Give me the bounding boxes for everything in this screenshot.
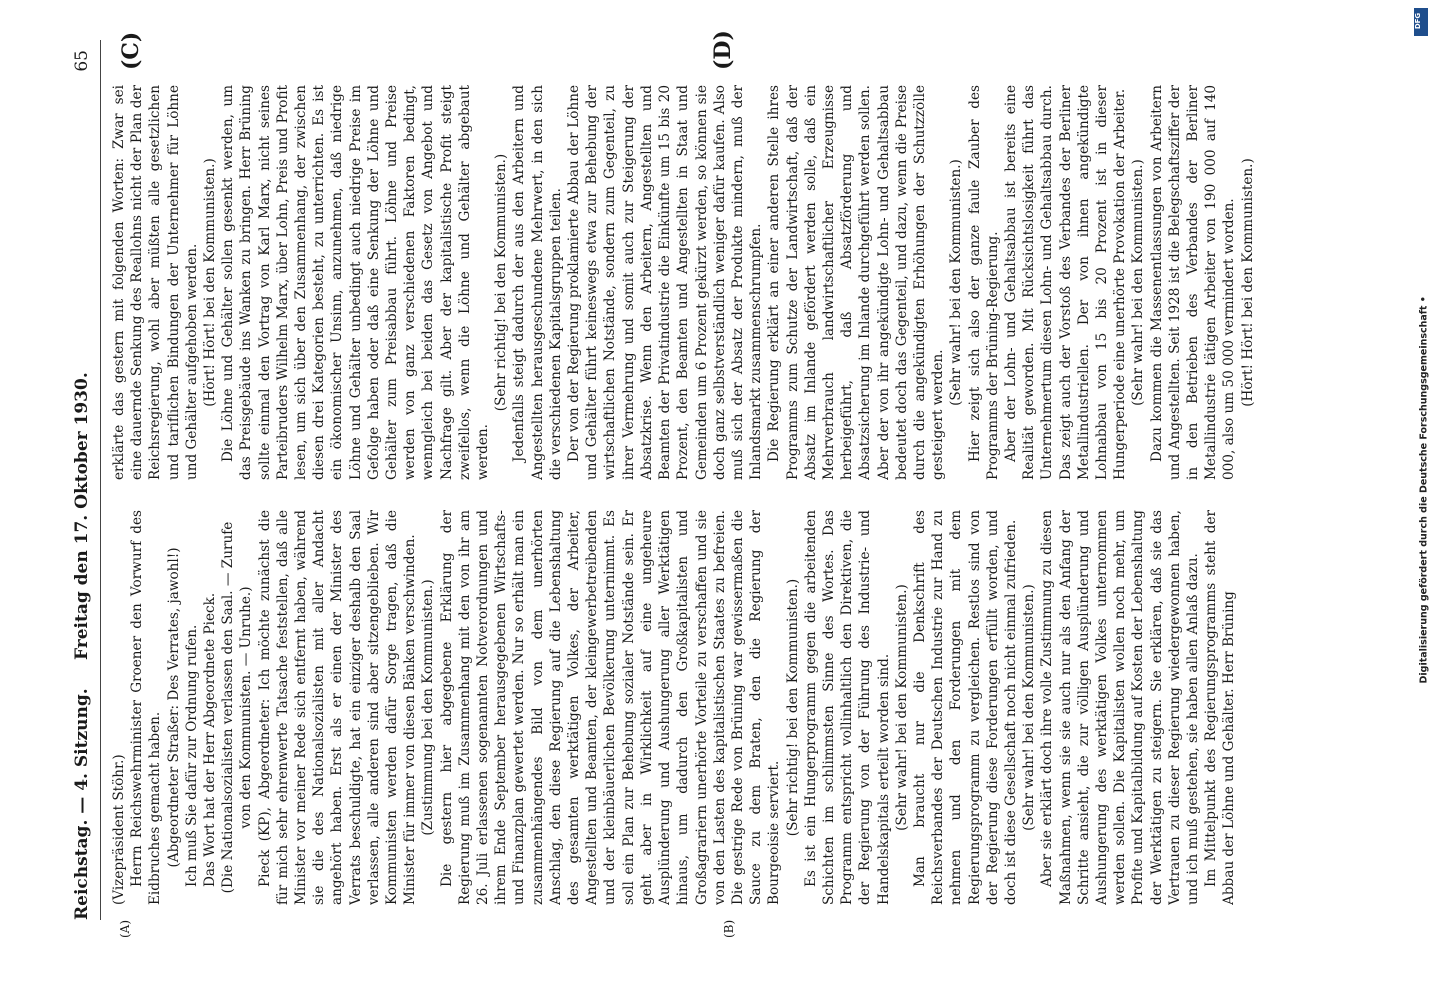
speech-paragraph: Im Mittelpunkt des Regierungsprogramms steht der Abbau der Löhne und Gehälter. Herr Brüning (1203, 510, 1238, 905)
speech-paragraph: Die gestern hier abgegebene Erklärung der Regierung muß im Zusammenhang mit den von ihr am 26. Juli erlassenen sogenannten Notverordnungen und ihrem Ende September herausgegebenen Wirtschafts- und Finanzplan gewertet werden. Nur so erhält man ein zusammenhängendes Bild von dem unerhörten Anschlag, den diese Regierung auf die Lebenshaltung des gesamten werktätigen Volkes, der Arbeiter, Angestellten und Beamten, der kleingewerbetreibenden und der kleinbäuerlichen Bevölkerung unternimmt. Es soll ein Plan zur Behebung sozialer Notstände sein. Er geht aber in Wirklichkeit auf eine ungeheure Ausplünderung und Aushungerung aller Werktätigen hinaus, um dadurch den Großkapitalisten und Großagrariern unerhörte Vorteile zu verschaffen und sie von den Lasten des kapitalistischen Staates zu befreien. Die gestrige Rede von Brüning war gewissermaßen die Sauce zu dem Braten, den die Regierung der Bourgeoisie serviert. (438, 510, 783, 905)
margin-mark-a: (A) (118, 919, 132, 938)
interjection: (Sehr wahr! bei den Kommunisten.) (1130, 159, 1147, 406)
page-number: 65 (72, 50, 92, 72)
speech-paragraph: Die Regierung erklärt an einer anderen Stelle ihres Programms zum Schutze der Landwirtschaft, daß der Absatz im Inlande gefördert werden solle, daß ein Mehrverbrauch landwirtschaftlicher Erzeugnisse herbeigeführt, daß Absatzförderung und Absatzsicherung im Inlande durchgeführt werden sollen. Aber der von ihr angekündigte Lohn- und Gehaltsabbau bedeutet doch das Gegenteil, und dazu, wenn die Preise durch die angekündigten Erhöhungen der Schutzzölle gesteigert werden. (766, 85, 947, 480)
header-left: Reichstag. — 4. Sitzung. (72, 688, 92, 920)
margin-mark-d: (D) (710, 30, 736, 70)
interjection: (Hört! Hört! bei den Kommunisten.) (1239, 158, 1256, 407)
page-header (72, 40, 102, 960)
speech-paragraph: Hier zeigt sich also der ganze faule Zauber des Programms der Brüning-Regierung. (966, 85, 1001, 480)
left-column (110, 510, 1390, 905)
interjection: (Hört! Hört! bei den Kommunisten.) (202, 158, 219, 407)
margin-mark-c: (C) (118, 31, 144, 70)
speech-paragraph: erklärte das gestern mit folgenden Worten: Zwar sei eine dauernde Senkung des Reallohns nicht der Plan der Reichsregierung, wohl aber müßten alle gesetzlichen und tariflichen Bindungen der Unternehmer für Löhne und Gehälter aufgehoben werden. (111, 85, 200, 480)
interjection: (Sehr wahr! bei den Kommunisten.) (1021, 584, 1038, 831)
dfg-logo: DFG (1414, 8, 1428, 36)
interjection: (Sehr wahr! bei den Kommunisten.) (948, 159, 965, 406)
paragraph: Ich muß Sie dafür zur Ordnung rufen. (183, 624, 200, 887)
speech-paragraph: Aber sie erklärt doch ihre volle Zustimmung zu diesen Maßnahmen, wenn sie sie auch nur als den Anfang der Schritte ansieht, die zur völligen Ausplünderung und Aushungerung des werktätigen Volkes unternommen werden sollen. Die Kapitalisten wollen noch mehr, um Profite und Kapitalbildung auf Kosten der Lebenshaltung der Werktätigen zu steigern. Sie erklären, daß sie das Vertrauen zu dieser Regierung wiedergewonnen haben, und ich muß gestehen, sie haben allen Anlaß dazu. (1039, 510, 1201, 905)
interjection: (Zustimmung bei den Kommunisten.) (420, 579, 437, 836)
paragraph: (Vizepräsident Stöhr.) (111, 754, 127, 905)
speech-paragraph: Der von der Regierung proklamierte Abbau der Löhne und Gehälter führt keineswegs etwa zur Behebung der wirtschaftlichen Notstände, sondern zum Gegenteil, zu ihrer Vermehrung und somit auch zur Steigerung der Absatzkrise. Wenn den Arbeitern, Angestellten und Beamten der Privatindustrie die Einkünfte um 15 bis 20 Prozent, den Beamten und Angestellten in Staat und Gemeinden um 6 Prozent gekürzt werden, so können sie doch ganz selbstverständlich weniger dafür kaufen. Also muß sich der Absatz der Produkte mindern, muß der Inlandsmarkt zusammenschrumpfen. (566, 85, 765, 480)
speech-paragraph: Jedenfalls steigt dadurch der aus den Arbeitern und Angestellten herausgeschundene Mehrwert, in den sich die verschiedenen Kapitalsgruppen teilen. (511, 85, 564, 480)
speech-paragraph: Man braucht nur die Denkschrift des Reichsverbandes der Deutschen Industrie zur Hand zu nehmen und den Forderungen mit dem Regierungsprogramm zu vergleichen. Restlos sind von der Regierung diese Forderungen erfüllt worden, und doch ist diese Gesellschaft noch nicht einmal zufrieden. (911, 510, 1019, 905)
interjection: (Sehr wahr! bei den Kommunisten.) (893, 584, 910, 831)
paragraph: Das Wort hat der Herr Abgeordnete Pieck. (202, 592, 219, 887)
speech-paragraph: Die Löhne und Gehälter sollen gesenkt werden, um das Preisgebäude ins Wanken zu bringen. Herr Brüning sollte einmal den Vortrag von Karl Marx, nicht seines Parteibruders Wilhelm Marx, über Lohn, Preis und Profit lesen, um sich über den Zusammenhang, der zwischen diesen drei Kategorien besteht, zu unterrichten. Es ist ein ökonomischer Unsinn, anzunehmen, daß niedrige Löhne und Gehälter unbedingt auch niedrige Preise im Gefolge haben oder daß eine Senkung der Löhne und Gehälter zum Preisabbau führt. Löhne und Preise werden von ganz verschiedenen Faktoren bedingt, wenngleich bei beiden das Gesetz von Angebot und Nachfrage gilt. Aber der kapitalistische Profit steigt zweifellos, wenn die Löhne und Gehälter abgebaut werden. (220, 85, 492, 480)
speech-paragraph: Es ist ein Hungerprogramm gegen die arbeitenden Schichten im schlimmsten Sinne des Wortes. Das Programm entspricht vollinhaltlich den Direktiven, die der Regierung von der Führung des Industrie- und Handelskapitals erteilt worden sind. (802, 510, 892, 905)
digitization-credit-text: Digitalisierung gefördert durch die Deutsche Forschungsgemeinschaft • (1418, 296, 1430, 684)
speech-paragraph: Dazu kommen die Massenentlassungen von Arbeitern und Angestellten. Seit 1928 ist die Belegschaftsziffer der in den Betrieben des Verbandes der Berliner Metallindustrie tätigen Arbeiter von 190 000 auf 140 000, also um 50 000 vermindert worden. (1148, 85, 1238, 480)
interjection: (Sehr richtig! bei den Kommunisten.) (493, 153, 510, 412)
digitization-credit (1414, 8, 1428, 688)
margin-mark-b: (B) (722, 919, 736, 938)
header-date: Freitag den 17. Oktober 1930. (72, 372, 92, 660)
interjection: (Sehr richtig! bei den Kommunisten.) (784, 578, 801, 837)
interjection: (Die Nationalsozialisten verlassen den Saal. — Zurufe von den Kommunisten. — Unruhe.) (220, 521, 255, 894)
interjection: (Abgeordneter Straßer: Des Verrates, jawohl!) (165, 547, 182, 868)
right-column (110, 85, 1390, 480)
speech-paragraph: Pieck (KP), Abgeordneter: Ich möchte zunächst die für mich sehr ehrenwerte Tatsache feststellen, daß alle Minister vor meiner Rede sich entfernt haben, während sie die des Nationalsozialisten mit aller Andacht angehört haben. Erst als er einen der Minister des Verrats beschuldigte, hat ein einziger deshalb den Saal verlassen, alle anderen sind aber sitzengeblieben. Wir Kommunisten werden dafür Sorge tragen, daß die Minister für immer von diesen Bänken verschwinden. (256, 510, 419, 905)
speech-paragraph: Aber der Lohn- und Gehaltsabbau ist bereits eine Realität geworden. Mit Rücksichtslosigkeit führt das Unternehmertum diesen Lohn- und Gehaltsabbau durch. Das zeigt auch der Vorstoß des Verbandes der Berliner Metallindustriellen. Der von ihnen angekündigte Lohnabbau von 15 bis 20 Prozent ist in dieser Hungerperiode eine unerhörte Provokation der Arbeiter. (1002, 85, 1129, 480)
paragraph: Herrn Reichswehrminister Groener den Vorwurf des Eidbruches gemacht haben. (129, 510, 164, 905)
header-rule (100, 40, 101, 920)
